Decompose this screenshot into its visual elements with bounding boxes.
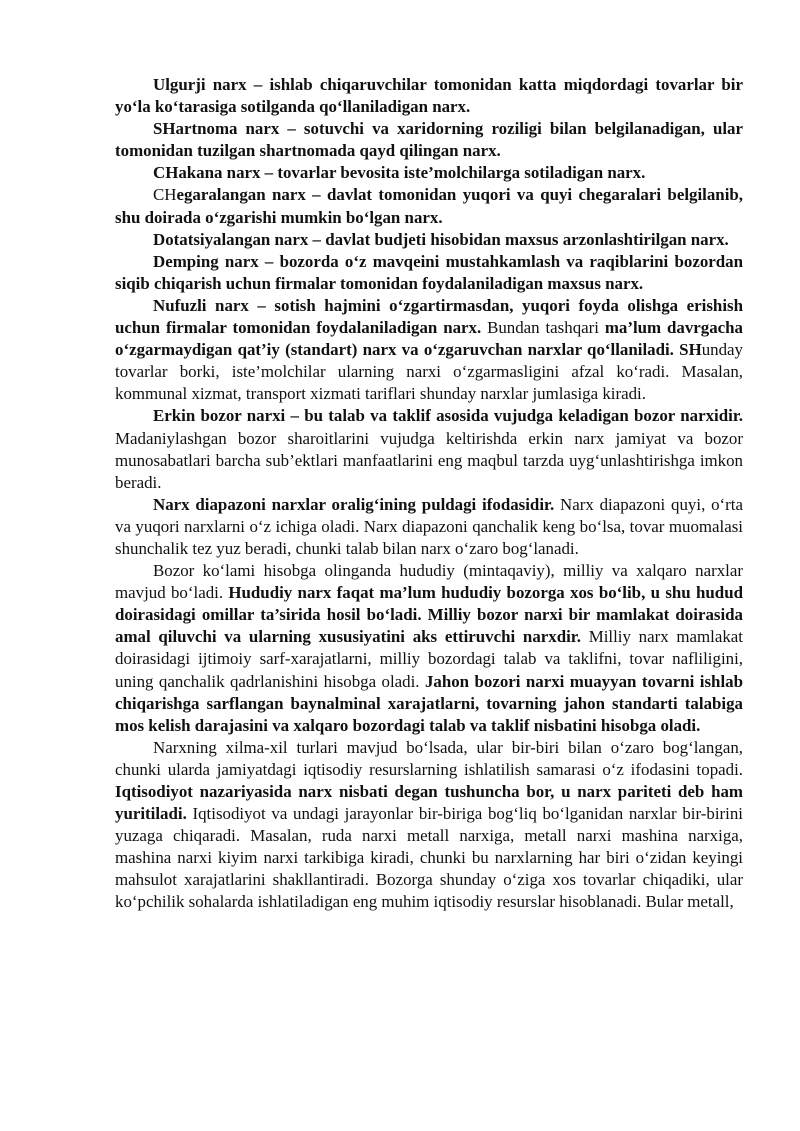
text-run: Iqtisodiyot va undagi jarayonlar bir-biriga bog‘liq bo‘lganidan narxlar bir-birini yuzaga chiqaradi. Masalan, ruda narxi metall narxiga, metall narxi mashina narxiga, mashina narxi kiyim narxi tarkibiga kiradi, chunki bu narxlarning har biri o‘zidan keyingi mahsulot xarajatlarini shakllantiradi. Bozorga shunday o‘ziga xos tovarlar chiqadiki, ular ko‘pchilik sohalarda ishlatiladigan eng muhim iqtisodiy resurslar hisoblanadi. Bular metall, (115, 804, 743, 912)
bold-text-run: ma’lum davrgacha o‘zgarmaydigan qat’iy (standart) narx va o‘zgaruvchan narxlar qo‘llaniladi. SH (115, 318, 743, 360)
bold-text-run: SHartnoma narx – sotuvchi va xaridorning roziligi bilan belgilanadigan, ular tomonidan tuzilgan shartnomada qayd qilingan narx. (115, 119, 743, 161)
bold-text-run: Ulgurji narx – ishlab chiqaruvchilar tomonidan katta miqdordagi tovarlar bir yo‘la ko‘tarasiga sotilganda qo‘llaniladigan narx. (115, 75, 743, 117)
paragraph (115, 184, 743, 228)
text-run: Bozor ko‘lami hisobga olinganda hududiy (mintaqaviy), milliy va xalqaro narxlar mavjud bo‘ladi. (115, 561, 743, 603)
text-run: Narx diapazoni quyi, o‘rta va yuqori narxlarni o‘z ichiga oladi. Narx diapazoni qanchalik keng bo‘lsa, tovar muomalasi shunchalik tez yuz beradi, chunki talab bilan narx o‘zaro bog‘lanadi. (115, 494, 743, 558)
paragraph (115, 162, 743, 184)
bold-text-run: Jahon bozori narxi muayyan tovarni ishlab chiqarishga sarflangan baynalminal xarajatlarni, tovarning jahon standarti talabiga mos kelish darajasini va xalqaro bozordagi talab va taklif nisbatini hisobga oladi. (115, 671, 743, 735)
text-run: Narxning xilma-xil turlari mavjud bo‘lsada, ular bir-biri bilan o‘zaro bog‘langan, chunki ularda jamiyatdagi iqtisodiy resurslarning ishlatilish samarasi o‘z ifodasini topadi. (115, 737, 743, 779)
paragraph (115, 229, 743, 251)
paragraph (115, 560, 743, 737)
text-run: Milliy narx mamlakat doirasidagi ijtimoiy sarf-xarajatlarni, milliy bozordagi talab va taklifni, tovar nafliligini, uning qanchalik qadrlanishini hisobga oladi. (115, 627, 743, 691)
bold-text-run: Iqtisodiyot nazariyasida narx nisbati degan tushuncha bor, u narx pariteti deb ham yuritiladi. (115, 782, 743, 824)
bold-text-run: egaralangan narx – davlat tomonidan yuqori va quyi chegaralari belgilanib, shu doirada o‘zgarishi mumkin bo‘lgan narx. (115, 185, 743, 227)
bold-text-run: Demping narx – bozorda o‘z mavqeini mustahkamlash va raqiblarini bozordan siqib chiqarish uchun firmalar tomonidan foydalaniladigan maxsus narx. (115, 251, 743, 293)
text-run: CH (153, 185, 177, 205)
bold-text-run: Erkin bozor narxi – bu talab va taklif asosida vujudga keladigan bozor narxidir. (153, 406, 743, 426)
bold-text-run: Hududiy narx faqat ma’lum hududiy bozorga xos bo‘lib, u shu hudud doirasidagi omillar ta’sirida hosil bo‘ladi. Milliy bozor narxi bir mamlakat doirasida amal qiluvchi va ularning xususiyatini aks ettiruvchi narxdir. (115, 583, 743, 647)
paragraph (115, 494, 743, 560)
paragraph (115, 74, 743, 118)
bold-text-run: Nufuzli narx – sotish hajmini o‘zgartirmasdan, yuqori foyda olishga erishish uchun firmalar tomonidan foydalaniladigan narx. (115, 295, 743, 338)
paragraph (115, 295, 743, 405)
paragraph (115, 737, 743, 914)
text-run: Madaniylashgan bozor sharoitlarini vujudga keltirishda erkin narx jamiyat va bozor munosabatlari barcha sub’ektlari manfaatlarini eng maqbul tarzda uyg‘unlashtirishga imkon beradi. (115, 428, 743, 492)
text-run: unday tovarlar borki, iste’molchilar ularning narxi o‘zgarmasligini afzal ko‘radi. Masalan, kommunal xizmat, transport xizmati tariflari shunday narxlar jumlasiga kiradi. (115, 340, 743, 404)
paragraph (115, 405, 743, 493)
text-run: Bundan tashqari (481, 318, 605, 338)
paragraph (115, 251, 743, 295)
bold-text-run: Dotatsiyalangan narx – davlat budjeti hisobidan maxsus arzonlashtirilgan narx. (153, 229, 729, 249)
document-page (115, 74, 743, 914)
bold-text-run: Narx diapazoni narxlar oralig‘ining puldagi ifodasidir. (153, 494, 555, 514)
bold-text-run: CHakana narx – tovarlar bevosita iste’molchilarga sotiladigan narx. (153, 163, 646, 183)
paragraph (115, 118, 743, 162)
